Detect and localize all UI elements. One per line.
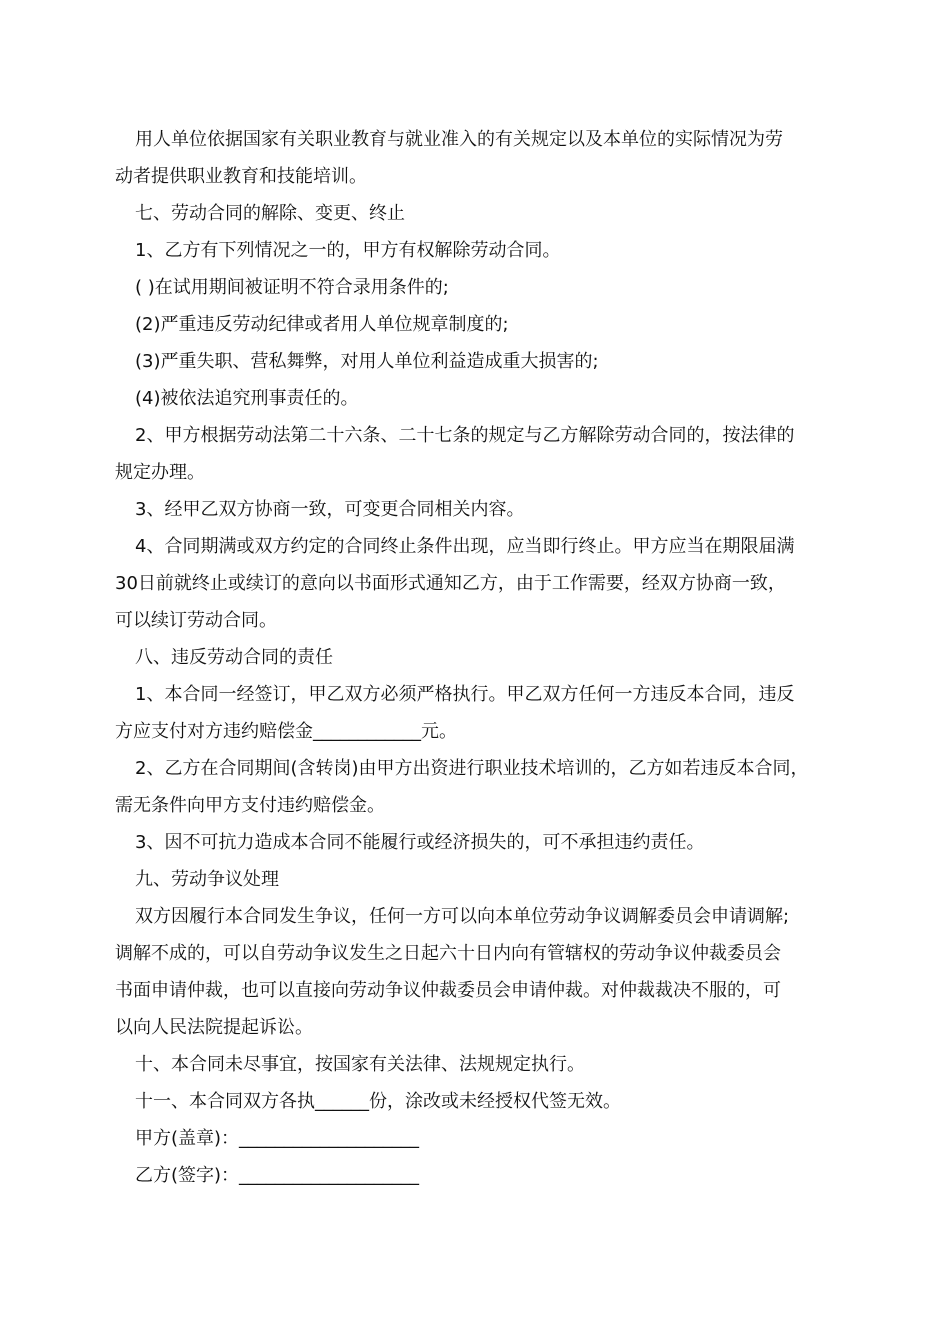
- clause-line: 规定办理。: [115, 462, 205, 483]
- signature-line-party-b: 乙方(签字)：____________________: [135, 1165, 420, 1186]
- clause-line: 3、经甲乙双方协商一致，可变更合同相关内容。: [135, 499, 525, 520]
- paragraph-line: 以向人民法院提起诉讼。: [115, 1017, 313, 1038]
- clause-line: 方应支付对方违约赔偿金____________元。: [115, 721, 457, 742]
- clause-line: 2、甲方根据劳动法第二十六条、二十七条的规定与乙方解除劳动合同的，按法律的: [135, 425, 795, 446]
- clause-line: 4、合同期满或双方约定的合同终止条件出现，应当即行终止。甲方应当在期限届满: [135, 536, 795, 557]
- paragraph-line: 调解不成的，可以自劳动争议发生之日起六十日内向有管辖权的劳动争议仲裁委员会: [115, 943, 781, 964]
- clause-line: 3、因不可抗力造成本合同不能履行或经济损失的，可不承担违约责任。: [135, 832, 705, 853]
- section-heading: 九、劳动争议处理: [135, 869, 279, 890]
- clause-line: 30日前就终止或续订的意向以书面形式通知乙方，由于工作需要，经双方协商一致，: [115, 573, 786, 594]
- list-item: (4)被依法追究刑事责任的。: [135, 388, 359, 409]
- list-item: (3)严重失职、营私舞弊，对用人单位利益造成重大损害的;: [135, 351, 599, 372]
- paragraph-line: 双方因履行本合同发生争议，任何一方可以向本单位劳动争议调解委员会申请调解;: [135, 906, 790, 927]
- section-heading: 八、违反劳动合同的责任: [135, 647, 333, 668]
- clause-line: 十一、本合同双方各执______份，涂改或未经授权代签无效。: [135, 1091, 621, 1112]
- paragraph-line: 用人单位依据国家有关职业教育与就业准入的有关规定以及本单位的实际情况为劳: [135, 129, 783, 150]
- contract-body: [115, 121, 840, 1194]
- clause-line: 十、本合同未尽事宜，按国家有关法律、法规规定执行。: [135, 1054, 585, 1075]
- section-heading: 七、劳动合同的解除、变更、终止: [135, 203, 405, 224]
- list-item: (2)严重违反劳动纪律或者用人单位规章制度的;: [135, 314, 509, 335]
- signature-line-party-a: 甲方(盖章)：____________________: [135, 1128, 420, 1149]
- clause-line: 需无条件向甲方支付违约赔偿金。: [115, 795, 385, 816]
- paragraph-line: 书面申请仲裁，也可以直接向劳动争议仲裁委员会申请仲裁。对仲裁裁决不服的，可: [115, 980, 781, 1001]
- clause-line: 1、乙方有下列情况之一的，甲方有权解除劳动合同。: [135, 240, 561, 261]
- clause-line: 可以续订劳动合同。: [115, 610, 277, 631]
- clause-line: 1、本合同一经签订，甲乙双方必须严格执行。甲乙双方任何一方违反本合同，违反: [135, 684, 795, 705]
- list-item: ( )在试用期间被证明不符合录用条件的;: [135, 277, 449, 298]
- paragraph-line: 动者提供职业教育和技能培训。: [115, 166, 367, 187]
- clause-line: 2、乙方在合同期间(含转岗)由甲方出资进行职业技术培训的，乙方如若违反本合同，: [135, 758, 809, 779]
